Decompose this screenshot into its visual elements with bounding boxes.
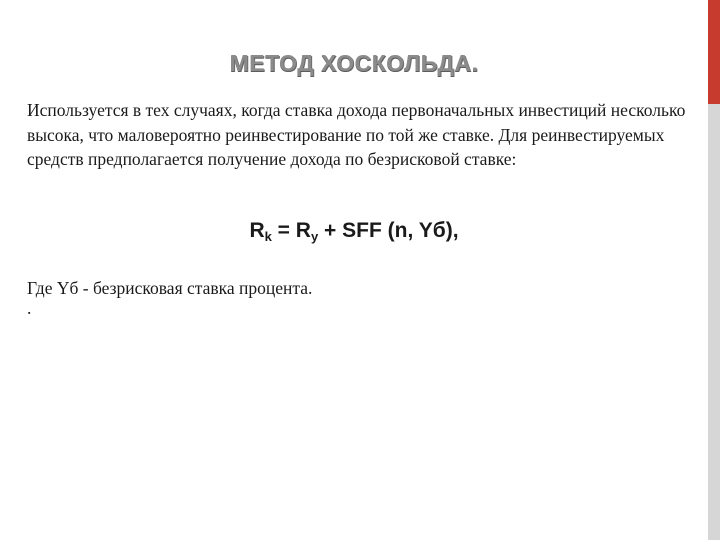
formula-equals: = R — [271, 219, 311, 242]
formula — [0, 219, 708, 244]
slide-title: МЕТОД ХОСКОЛЬДА. — [229, 50, 479, 76]
formula-sub-k: k — [264, 229, 272, 244]
side-bar-accent — [708, 0, 720, 104]
formula-sub-y: y — [310, 229, 319, 244]
formula-rest: + SFF (n, Yб), — [318, 219, 459, 242]
body-paragraph: Используется в тех случаях, когда ставка дохода первоначальных инвестиций несколько высока, что маловероятно реинвестирование по той же ставке. Для реинвестируемых средств предполагается получение дохода по безрисковой ставке: — [27, 100, 686, 169]
note-text: Где Yб - безрисковая ставка процента. — [27, 278, 313, 298]
trailing-dot: . — [27, 298, 32, 318]
formula-r: R — [249, 219, 265, 242]
